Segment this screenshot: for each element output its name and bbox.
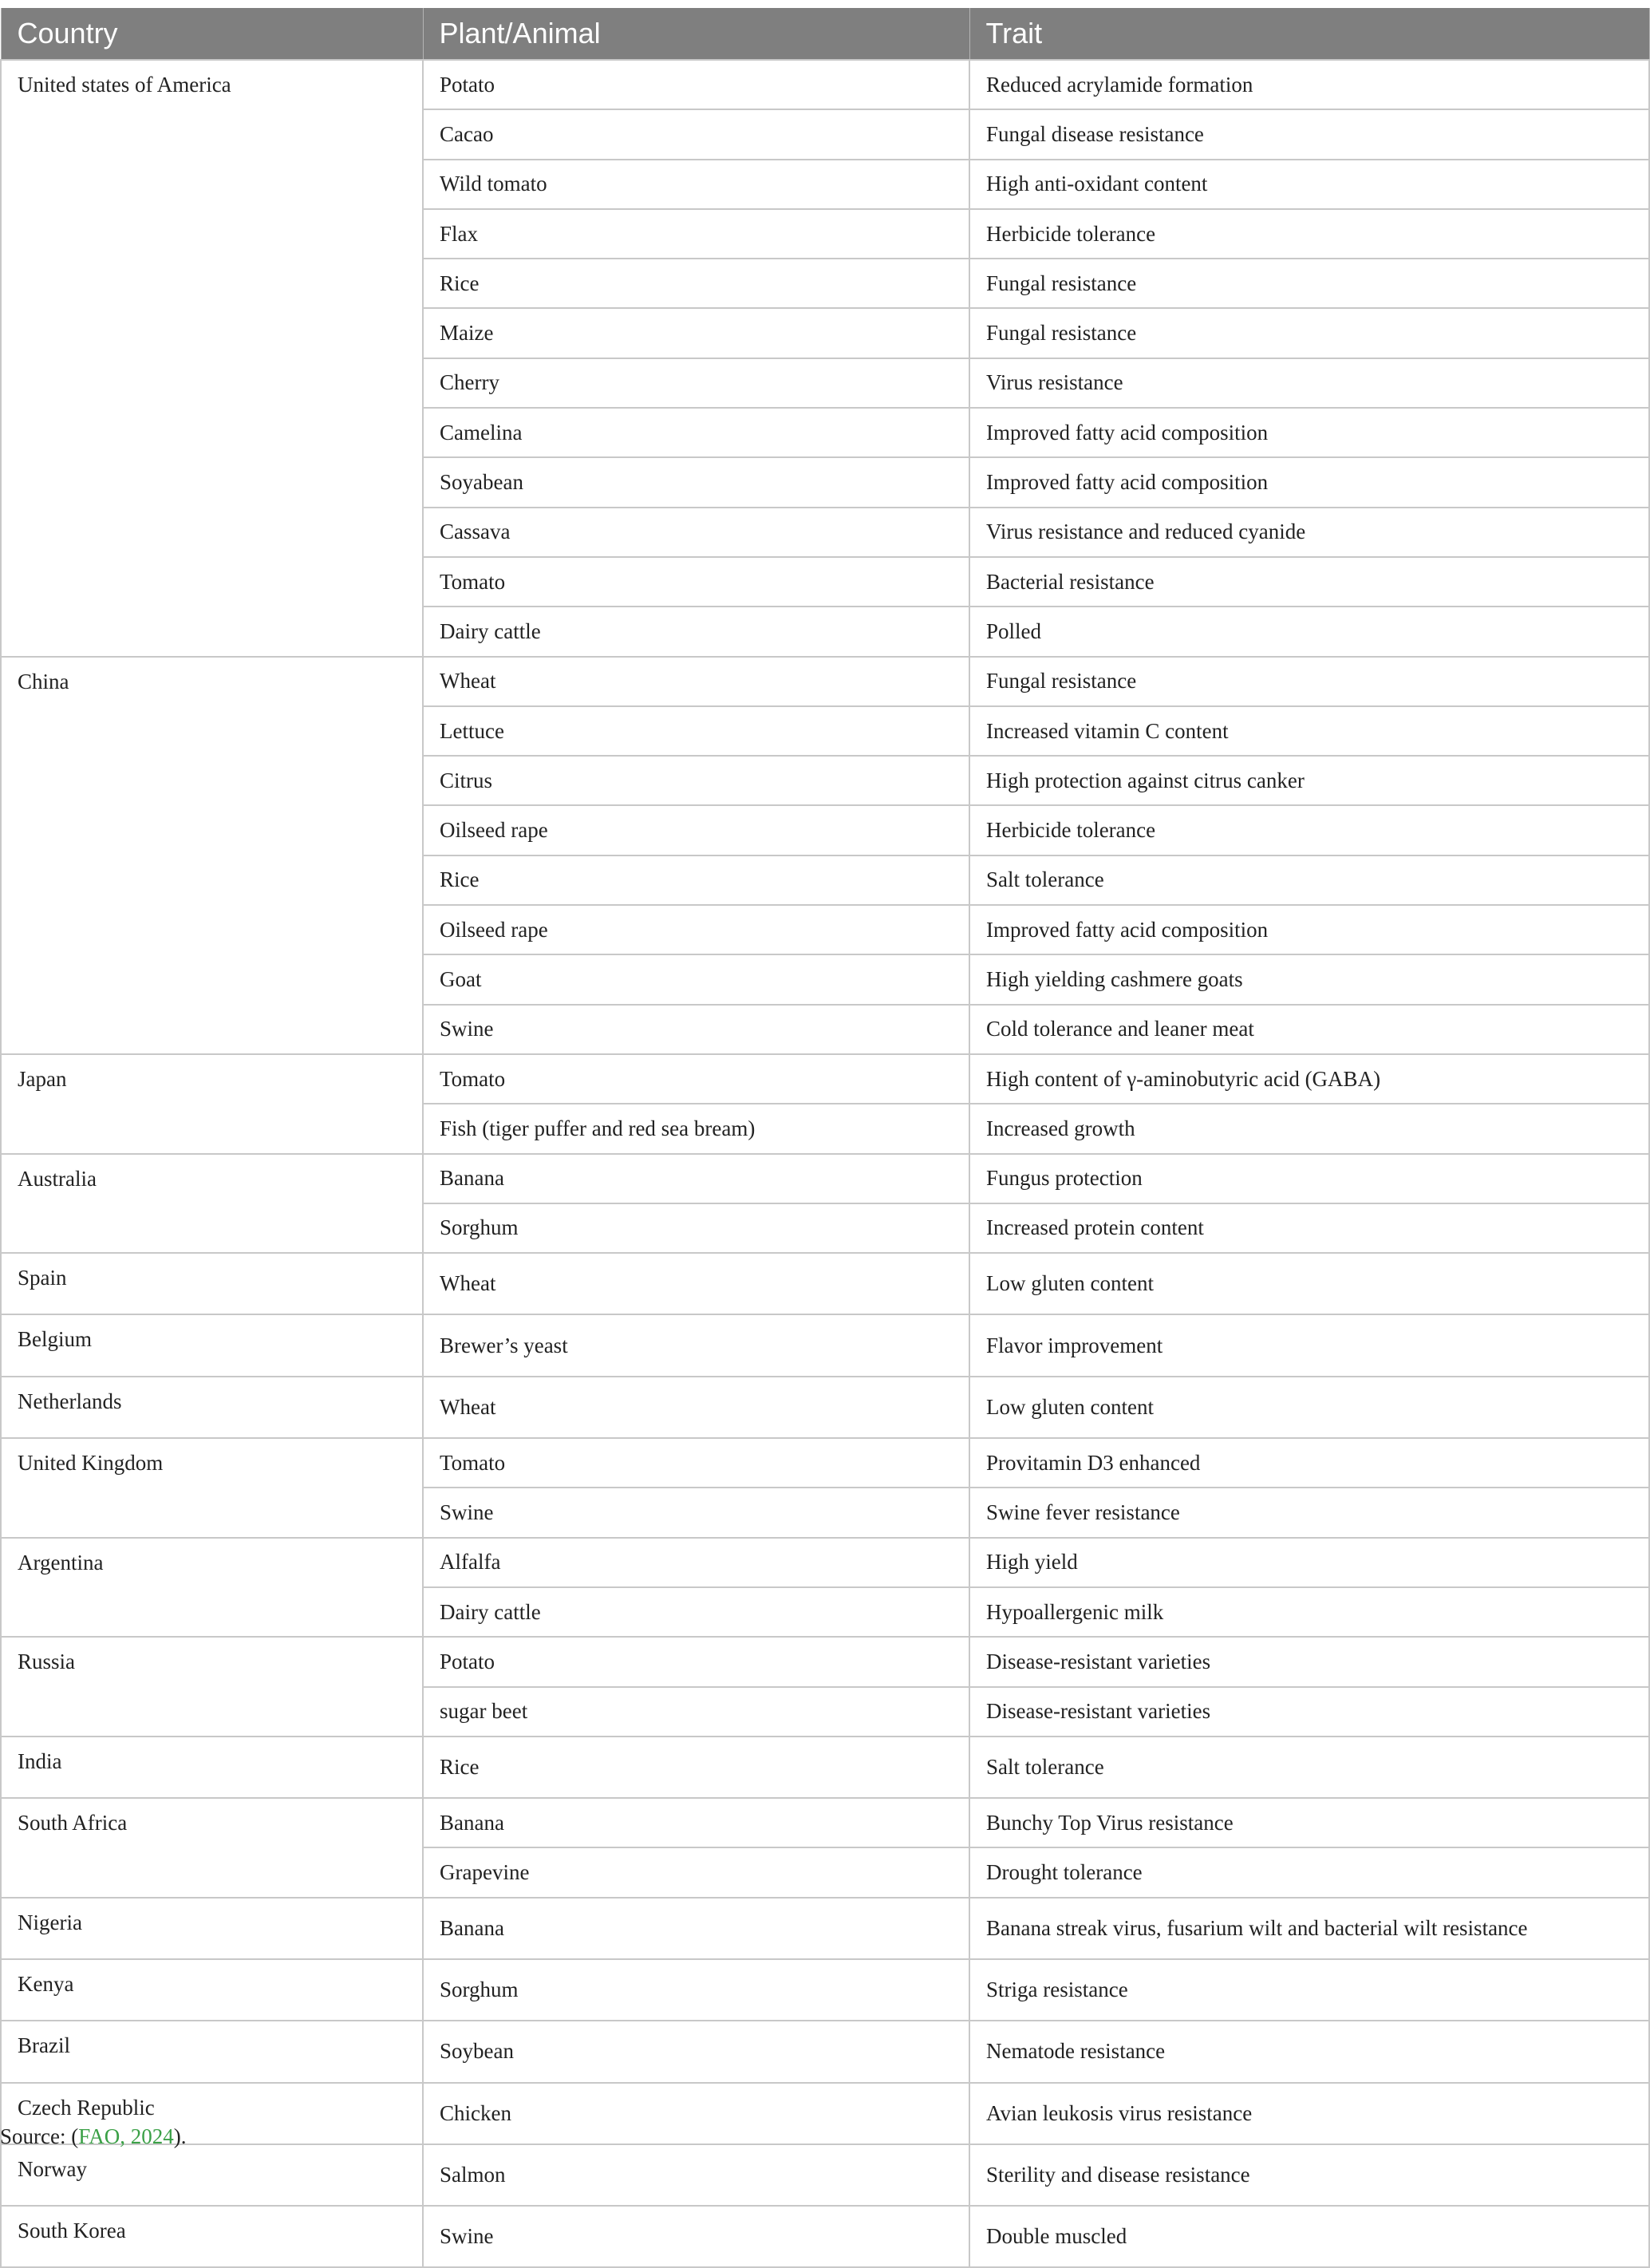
plant-animal-cell: Dairy cattle xyxy=(423,607,969,656)
trait-cell: High anti-oxidant content xyxy=(969,160,1649,209)
plant-animal-cell: Wild tomato xyxy=(423,160,969,209)
header-row xyxy=(1,8,1649,60)
country-cell: South Africa xyxy=(1,1798,423,1898)
trait-cell: Improved fatty acid composition xyxy=(969,457,1649,507)
trait-cell: Nematode resistance xyxy=(969,2021,1649,2082)
trait-cell: Increased protein content xyxy=(969,1203,1649,1253)
trait-cell: Disease-resistant varieties xyxy=(969,1687,1649,1737)
country-cell: Japan xyxy=(1,1054,423,1154)
plant-animal-cell: Cassava xyxy=(423,508,969,557)
country-cell: China xyxy=(1,657,423,1054)
plant-animal-cell: Goat xyxy=(423,954,969,1004)
table-row xyxy=(1,60,1649,109)
plant-animal-cell: Wheat xyxy=(423,657,969,706)
plant-animal-cell: Tomato xyxy=(423,1054,969,1104)
country-cell: United states of America xyxy=(1,60,423,657)
trait-cell: Provitamin D3 enhanced xyxy=(969,1438,1649,1488)
trait-cell: Swine fever resistance xyxy=(969,1488,1649,1537)
plant-animal-cell: Banana xyxy=(423,1898,969,1959)
table-body xyxy=(1,60,1649,2267)
table-row xyxy=(1,1959,1649,2021)
plant-animal-cell: Oilseed rape xyxy=(423,805,969,855)
table-row xyxy=(1,2206,1649,2267)
plant-animal-cell: Fish (tiger puffer and red sea bream) xyxy=(423,1104,969,1153)
header-trait: Trait xyxy=(969,8,1649,60)
trait-cell: Herbicide tolerance xyxy=(969,805,1649,855)
table-row xyxy=(1,657,1649,706)
plant-animal-cell: Dairy cattle xyxy=(423,1587,969,1637)
country-cell: Norway xyxy=(1,2144,423,2206)
plant-animal-cell: Wheat xyxy=(423,1253,969,1314)
country-cell: Netherlands xyxy=(1,1377,423,1438)
country-cell: Australia xyxy=(1,1154,423,1254)
table-row xyxy=(1,1154,1649,1203)
trait-cell: Reduced acrylamide formation xyxy=(969,60,1649,109)
plant-animal-cell: Banana xyxy=(423,1798,969,1847)
trait-cell: Fungal disease resistance xyxy=(969,109,1649,159)
plant-animal-cell: Rice xyxy=(423,259,969,308)
header-plant-animal: Plant/Animal xyxy=(423,8,969,60)
plant-animal-cell: Wheat xyxy=(423,1377,969,1438)
country-cell: Argentina xyxy=(1,1538,423,1638)
plant-animal-cell: Salmon xyxy=(423,2144,969,2206)
table-row xyxy=(1,1314,1649,1376)
trait-cell: Increased vitamin C content xyxy=(969,706,1649,756)
table-row xyxy=(1,1377,1649,1438)
trait-cell: Herbicide tolerance xyxy=(969,209,1649,259)
plant-animal-cell: Cherry xyxy=(423,358,969,408)
plant-animal-cell: Banana xyxy=(423,1154,969,1203)
country-cell: Spain xyxy=(1,1253,423,1314)
trait-cell: Striga resistance xyxy=(969,1959,1649,2021)
plant-animal-cell: Grapevine xyxy=(423,1847,969,1897)
trait-cell: Fungal resistance xyxy=(969,308,1649,358)
header-country: Country xyxy=(1,8,423,60)
table-row xyxy=(1,1898,1649,1959)
plant-animal-cell: Potato xyxy=(423,1637,969,1686)
plant-animal-cell: Oilseed rape xyxy=(423,905,969,954)
trait-cell: Bacterial resistance xyxy=(969,557,1649,607)
traits-table xyxy=(0,8,1650,2268)
plant-animal-cell: Swine xyxy=(423,2206,969,2267)
trait-cell: High content of γ-aminobutyric acid (GABA) xyxy=(969,1054,1649,1104)
source-prefix: Source: ( xyxy=(0,2124,79,2148)
country-cell: Belgium xyxy=(1,1314,423,1376)
table-row xyxy=(1,1253,1649,1314)
country-cell: Czech Republic xyxy=(1,2083,423,2144)
plant-animal-cell: Citrus xyxy=(423,756,969,805)
trait-cell: Cold tolerance and leaner meat xyxy=(969,1005,1649,1054)
table-row xyxy=(1,1798,1649,1847)
trait-cell: Sterility and disease resistance xyxy=(969,2144,1649,2206)
plant-animal-cell: sugar beet xyxy=(423,1687,969,1737)
trait-cell: Salt tolerance xyxy=(969,1737,1649,1798)
country-cell: Kenya xyxy=(1,1959,423,2021)
trait-cell: Flavor improvement xyxy=(969,1314,1649,1376)
trait-cell: Improved fatty acid composition xyxy=(969,905,1649,954)
plant-animal-cell: Cacao xyxy=(423,109,969,159)
plant-animal-cell: Swine xyxy=(423,1488,969,1537)
trait-cell: Fungal resistance xyxy=(969,657,1649,706)
trait-cell: Virus resistance and reduced cyanide xyxy=(969,508,1649,557)
country-cell: South Korea xyxy=(1,2206,423,2267)
trait-cell: Double muscled xyxy=(969,2206,1649,2267)
table-row xyxy=(1,1438,1649,1488)
table-row xyxy=(1,2083,1649,2144)
plant-animal-cell: Sorghum xyxy=(423,1203,969,1253)
plant-animal-cell: Potato xyxy=(423,60,969,109)
plant-animal-cell: Brewer’s yeast xyxy=(423,1314,969,1376)
trait-cell: Salt tolerance xyxy=(969,855,1649,905)
plant-animal-cell: Sorghum xyxy=(423,1959,969,2021)
table-row xyxy=(1,2021,1649,2082)
plant-animal-cell: Maize xyxy=(423,308,969,358)
trait-cell: Polled xyxy=(969,607,1649,656)
source-link[interactable]: FAO, 2024 xyxy=(78,2124,174,2148)
trait-cell: Low gluten content xyxy=(969,1377,1649,1438)
trait-cell: Drought tolerance xyxy=(969,1847,1649,1897)
plant-animal-cell: Rice xyxy=(423,1737,969,1798)
table-row xyxy=(1,1737,1649,1798)
plant-animal-cell: Tomato xyxy=(423,557,969,607)
table-row xyxy=(1,1538,1649,1587)
trait-cell: High yield xyxy=(969,1538,1649,1587)
country-cell: Nigeria xyxy=(1,1898,423,1959)
plant-animal-cell: Lettuce xyxy=(423,706,969,756)
trait-cell: High protection against citrus canker xyxy=(969,756,1649,805)
plant-animal-cell: Camelina xyxy=(423,408,969,457)
trait-cell: Bunchy Top Virus resistance xyxy=(969,1798,1649,1847)
table-row xyxy=(1,2144,1649,2206)
plant-animal-cell: Swine xyxy=(423,1005,969,1054)
plant-animal-cell: Alfalfa xyxy=(423,1538,969,1587)
plant-animal-cell: Soybean xyxy=(423,2021,969,2082)
trait-cell: Avian leukosis virus resistance xyxy=(969,2083,1649,2144)
country-cell: United Kingdom xyxy=(1,1438,423,1538)
trait-cell: High yielding cashmere goats xyxy=(969,954,1649,1004)
trait-cell: Disease-resistant varieties xyxy=(969,1637,1649,1686)
source-note xyxy=(0,2124,186,2149)
country-cell: India xyxy=(1,1737,423,1798)
trait-cell: Fungal resistance xyxy=(969,259,1649,308)
plant-animal-cell: Chicken xyxy=(423,2083,969,2144)
trait-cell: Low gluten content xyxy=(969,1253,1649,1314)
country-cell: Russia xyxy=(1,1637,423,1737)
country-cell: Brazil xyxy=(1,2021,423,2082)
plant-animal-cell: Tomato xyxy=(423,1438,969,1488)
trait-cell: Banana streak virus, fusarium wilt and bacterial wilt resistance xyxy=(969,1898,1649,1959)
table-row xyxy=(1,1054,1649,1104)
source-suffix: ). xyxy=(173,2124,187,2148)
trait-cell: Hypoallergenic milk xyxy=(969,1587,1649,1637)
plant-animal-cell: Soyabean xyxy=(423,457,969,507)
trait-cell: Increased growth xyxy=(969,1104,1649,1153)
trait-cell: Improved fatty acid composition xyxy=(969,408,1649,457)
plant-animal-cell: Flax xyxy=(423,209,969,259)
trait-cell: Fungus protection xyxy=(969,1154,1649,1203)
trait-cell: Virus resistance xyxy=(969,358,1649,408)
table-header xyxy=(1,8,1649,60)
table-row xyxy=(1,1637,1649,1686)
plant-animal-cell: Rice xyxy=(423,855,969,905)
